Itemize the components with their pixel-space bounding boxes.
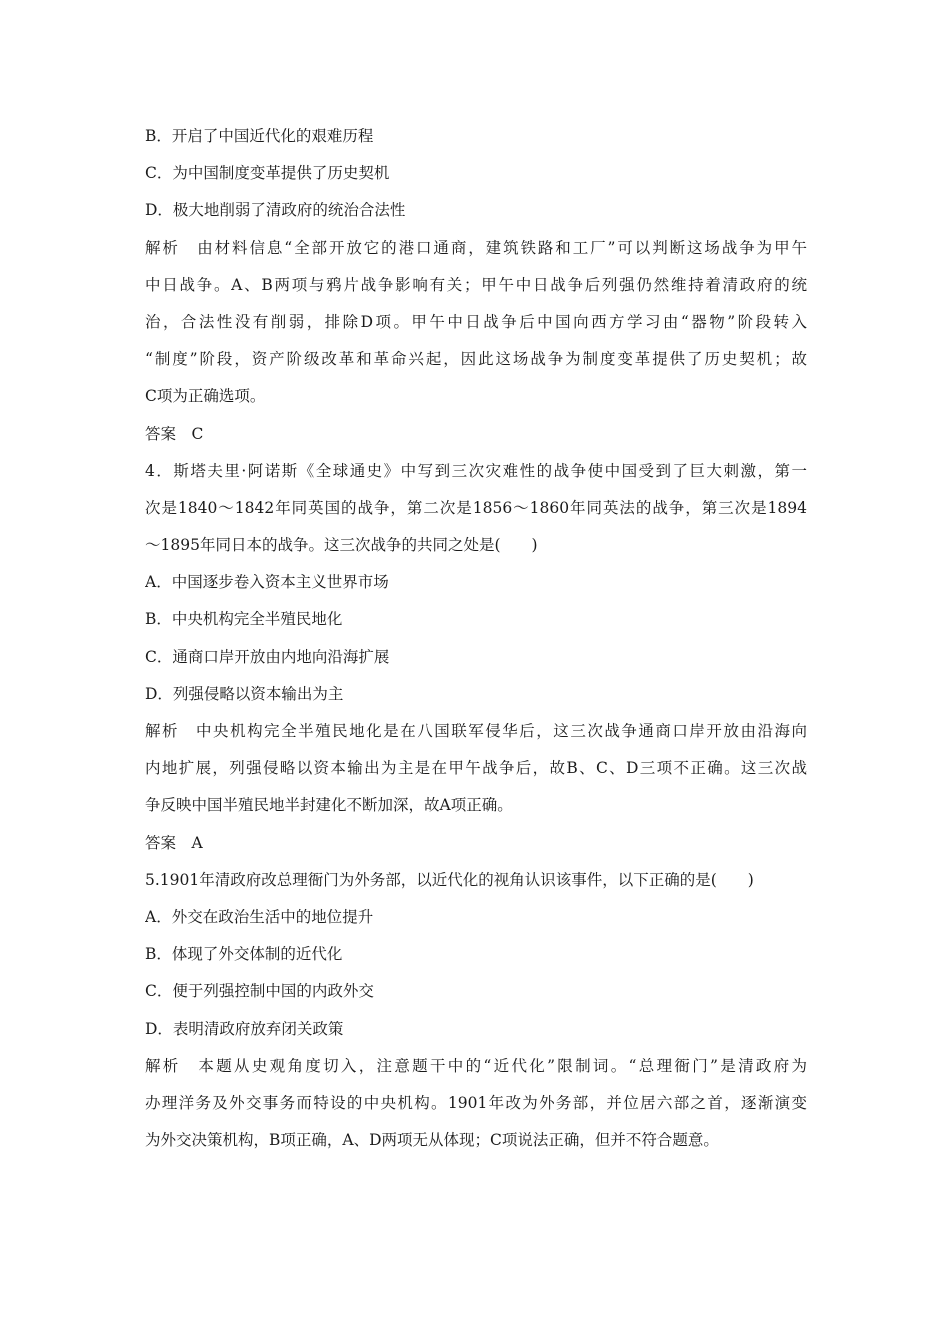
q3-answer: 答案 C bbox=[145, 424, 204, 443]
question-3-options bbox=[145, 118, 807, 230]
q5-analysis-line: 办理洋务及外交事务而特设的中央机构。1901年改为外务部，并位居六部之首，逐渐演变 bbox=[145, 1093, 807, 1112]
q3-option-d: D．极大地削弱了清政府的统治合法性 bbox=[145, 201, 406, 220]
q4-answer: 答案 A bbox=[145, 833, 203, 852]
q5-option-b: B．体现了外交体制的近代化 bbox=[145, 945, 343, 964]
question-4-options bbox=[145, 564, 807, 713]
question-5-options bbox=[145, 899, 807, 1048]
q5-option-d: D．表明清政府放弃闭关政策 bbox=[145, 1019, 344, 1038]
q4-analysis-line: 解析 中央机构完全半殖民地化是在八国联军侵华后，这三次战争通商口岸开放由沿海向 bbox=[145, 722, 807, 740]
q4-option-d: D．列强侵略以资本输出为主 bbox=[145, 684, 344, 703]
q4-stem-line: ～1895年同日本的战争。这三次战争的共同之处是( ) bbox=[145, 536, 538, 555]
question-5-analysis bbox=[145, 1048, 807, 1160]
q4-option-b: B．中央机构完全半殖民地化 bbox=[145, 610, 343, 629]
q5-analysis-line: 解析 本题从史观角度切入，注意题干中的“近代化”限制词。“总理衙门”是清政府为 bbox=[145, 1056, 807, 1075]
q3-analysis-line: 解析 由材料信息“全部开放它的港口通商，建筑铁路和工厂”可以判断这场战争为甲午 bbox=[145, 238, 807, 257]
question-4-analysis bbox=[145, 713, 807, 825]
q3-analysis-line: 治，合法性没有削弱，排除D项。甲午中日战争后中国向西方学习由“器物”阶段转入 bbox=[145, 312, 807, 331]
q4-stem-line: 4．斯塔夫里·阿诺斯《全球通史》中写到三次灾难性的战争使中国受到了巨大刺激，第一 bbox=[145, 461, 807, 480]
q5-analysis-line: 为外交决策机构，B项正确，A、D两项无从体现；C项说法正确，但并不符合题意。 bbox=[145, 1131, 719, 1150]
q3-analysis-line: “制度”阶段，资产阶级改革和革命兴起，因此这场战争为制度变革提供了历史契机；故 bbox=[145, 350, 807, 369]
q5-option-a: A．外交在政治生活中的地位提升 bbox=[145, 907, 374, 926]
q3-analysis-line: 中日战争。A、B两项与鸦片战争影响有关；甲午中日战争后列强仍然维持着清政府的统 bbox=[145, 275, 807, 294]
q4-option-c: C．通商口岸开放由内地向沿海扩展 bbox=[145, 647, 390, 666]
document-page bbox=[145, 118, 807, 1159]
q4-analysis-line: 争反映中国半殖民地半封建化不断加深，故A项正确。 bbox=[145, 796, 513, 815]
q4-analysis-line: 内地扩展，列强侵略以资本输出为主是在甲午战争后，故B、C、D三项不正确。这三次战 bbox=[145, 759, 807, 778]
q3-option-c: C．为中国制度变革提供了历史契机 bbox=[145, 164, 390, 183]
q4-stem-line: 次是1840～1842年同英国的战争，第二次是1856～1860年同英法的战争，第三次是1894 bbox=[145, 498, 807, 517]
q5-option-c: C．便于列强控制中国的内政外交 bbox=[145, 982, 374, 1001]
q4-option-a: A．中国逐步卷入资本主义世界市场 bbox=[145, 573, 389, 592]
q3-analysis-line: C项为正确选项。 bbox=[145, 387, 266, 406]
q3-option-b: B．开启了中国近代化的艰难历程 bbox=[145, 127, 374, 145]
question-5-stem: 5.1901年清政府改总理衙门为外务部，以近代化的视角认识该事件，以下正确的是( ) bbox=[145, 870, 754, 889]
question-3-analysis bbox=[145, 230, 807, 416]
question-4-stem bbox=[145, 453, 807, 565]
